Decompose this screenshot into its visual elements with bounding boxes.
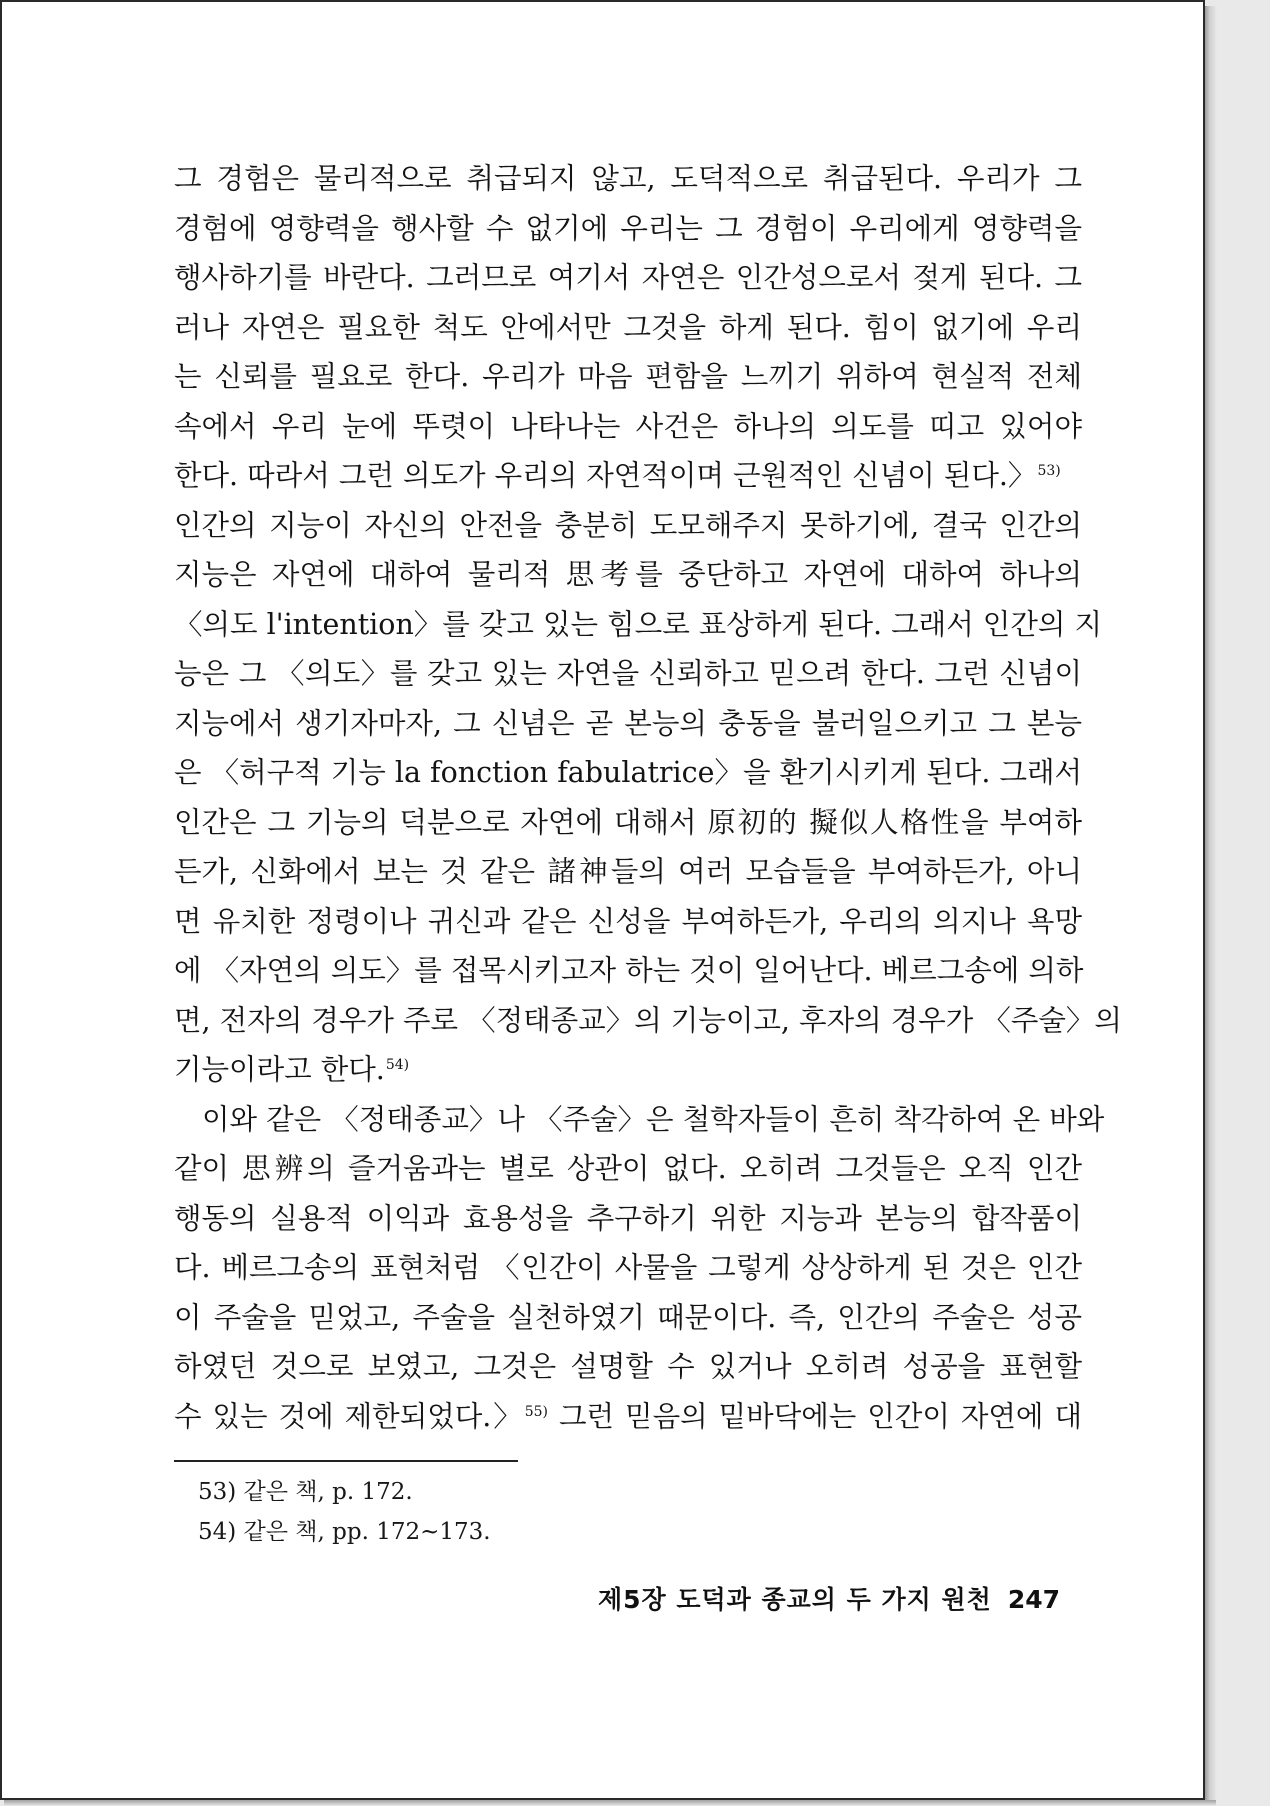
text-line: 행동의 실용적 이익과 효용성을 추구하기 위한 지능과 본능의 합작품이 <box>174 1201 1082 1235</box>
footnote-53: 53) 같은 책, p. 172. <box>198 1479 413 1505</box>
footnote-54: 54) 같은 책, pp. 172~173. <box>198 1519 491 1545</box>
text-line: 행사하기를 바란다. 그러므로 여기서 자연은 인간성으로서 젖게 된다. 그 <box>174 261 1082 294</box>
paragraph-start-line: 이와 같은 〈정태종교〉나 〈주술〉은 철학자들이 흔히 착각하여 온 바와 <box>202 1102 1105 1136</box>
text-line: 다. 베르그송의 표현처럼 〈인간이 사물을 그렇게 상상하게 된 것은 인간 <box>174 1251 1082 1284</box>
footnotes <box>198 1472 491 1552</box>
footnote-reference-54: 54) <box>385 1057 410 1073</box>
page-bottom-shadow <box>4 1800 1216 1806</box>
text-line: 그 경험은 물리적으로 취급되지 않고, 도덕적으로 취급된다. 우리가 그 <box>174 162 1082 195</box>
page-edge-shadow <box>1205 6 1217 1800</box>
text-line: 인간의 지능이 자신의 안전을 충분히 도모해주지 못하기에, 결국 인간의 <box>174 508 1082 542</box>
text-line: 지능에서 생기자마자, 그 신념은 곧 본능의 충동을 불러일으키고 그 본능 <box>174 706 1082 740</box>
text-line: 든가, 신화에서 보는 것 같은 諸神들의 여러 모습들을 부여하든가, 아니 <box>174 855 1082 888</box>
chapter-title: 제5장 도덕과 종교의 두 가지 원천 <box>597 1585 992 1614</box>
text-line: 인간은 그 기능의 덕분으로 자연에 대해서 原初的 擬似人格性을 부여하 <box>174 805 1082 839</box>
text-line: 이 주술을 믿었고, 주술을 실천하였기 때문이다. 즉, 인간의 주술은 성공 <box>174 1300 1082 1334</box>
text-line: 수 있는 것에 제한되었다.〉$^{55)}$ 그런 믿음의 밑바닥에는 인간이 자연에 대 <box>174 1399 1082 1433</box>
text-line: 지능은 자연에 대하여 물리적 思考를 중단하고 자연에 대하여 하나의 <box>174 558 1082 591</box>
footnote-reference-53: 53) <box>1037 463 1061 479</box>
footnote-reference-55: 55) <box>524 1403 548 1420</box>
body-text <box>174 154 1122 1441</box>
text-line: 한다. 따라서 그런 의도가 우리의 자연적이며 근원적인 신념이 된다.〉$^{53)}$ <box>174 459 1061 492</box>
text-line: 면, 전자의 경우가 주로 〈정태종교〉의 기능이고, 후자의 경우가 〈주술〉의 <box>174 1003 1122 1037</box>
text-line: 러나 자연은 필요한 척도 안에서만 그것을 하게 된다. 힘이 없기에 우리 <box>174 310 1082 344</box>
text-line: 은 〈허구적 기능 la fonction fabulatrice〉을 환기시키게 된다. 그래서 <box>174 756 1083 789</box>
text-line: 기능이라고 한다.$^{54)}$ <box>174 1053 410 1086</box>
text-line: 는 신뢰를 필요로 한다. 우리가 마음 편함을 느끼기 위하여 현실적 전체 <box>174 360 1082 393</box>
text-line: 면 유치한 정령이나 귀신과 같은 신성을 부여하든가, 우리의 의지나 욕망 <box>174 904 1082 938</box>
running-footer <box>582 1576 1060 1624</box>
text-line: 〈의도 l'intention〉를 갖고 있는 힘으로 표상하게 된다. 그래서 인간의 지 <box>174 607 1102 641</box>
text-line: 하였던 것으로 보였고, 그것은 설명할 수 있거나 오히려 성공을 표현할 <box>174 1350 1082 1383</box>
text-line: 에 〈자연의 의도〉를 접목시키고자 하는 것이 일어난다. 베르그송에 의하 <box>174 954 1084 987</box>
text-line: 속에서 우리 눈에 뚜렷이 나타나는 사건은 하나의 의도를 띠고 있어야 <box>174 409 1082 443</box>
text-line: 같이 思辨의 즐거움과는 별로 상관이 없다. 오히려 그것들은 오직 인간 <box>174 1152 1082 1185</box>
footnote-separator <box>174 1460 518 1462</box>
text-line: 경험에 영향력을 행사할 수 없기에 우리는 그 경험이 우리에게 영향력을 <box>174 211 1082 245</box>
text-line: 능은 그 〈의도〉를 갖고 있는 자연을 신뢰하고 믿으려 한다. 그런 신념이 <box>174 657 1082 690</box>
page-number: 247 <box>1007 1585 1060 1614</box>
